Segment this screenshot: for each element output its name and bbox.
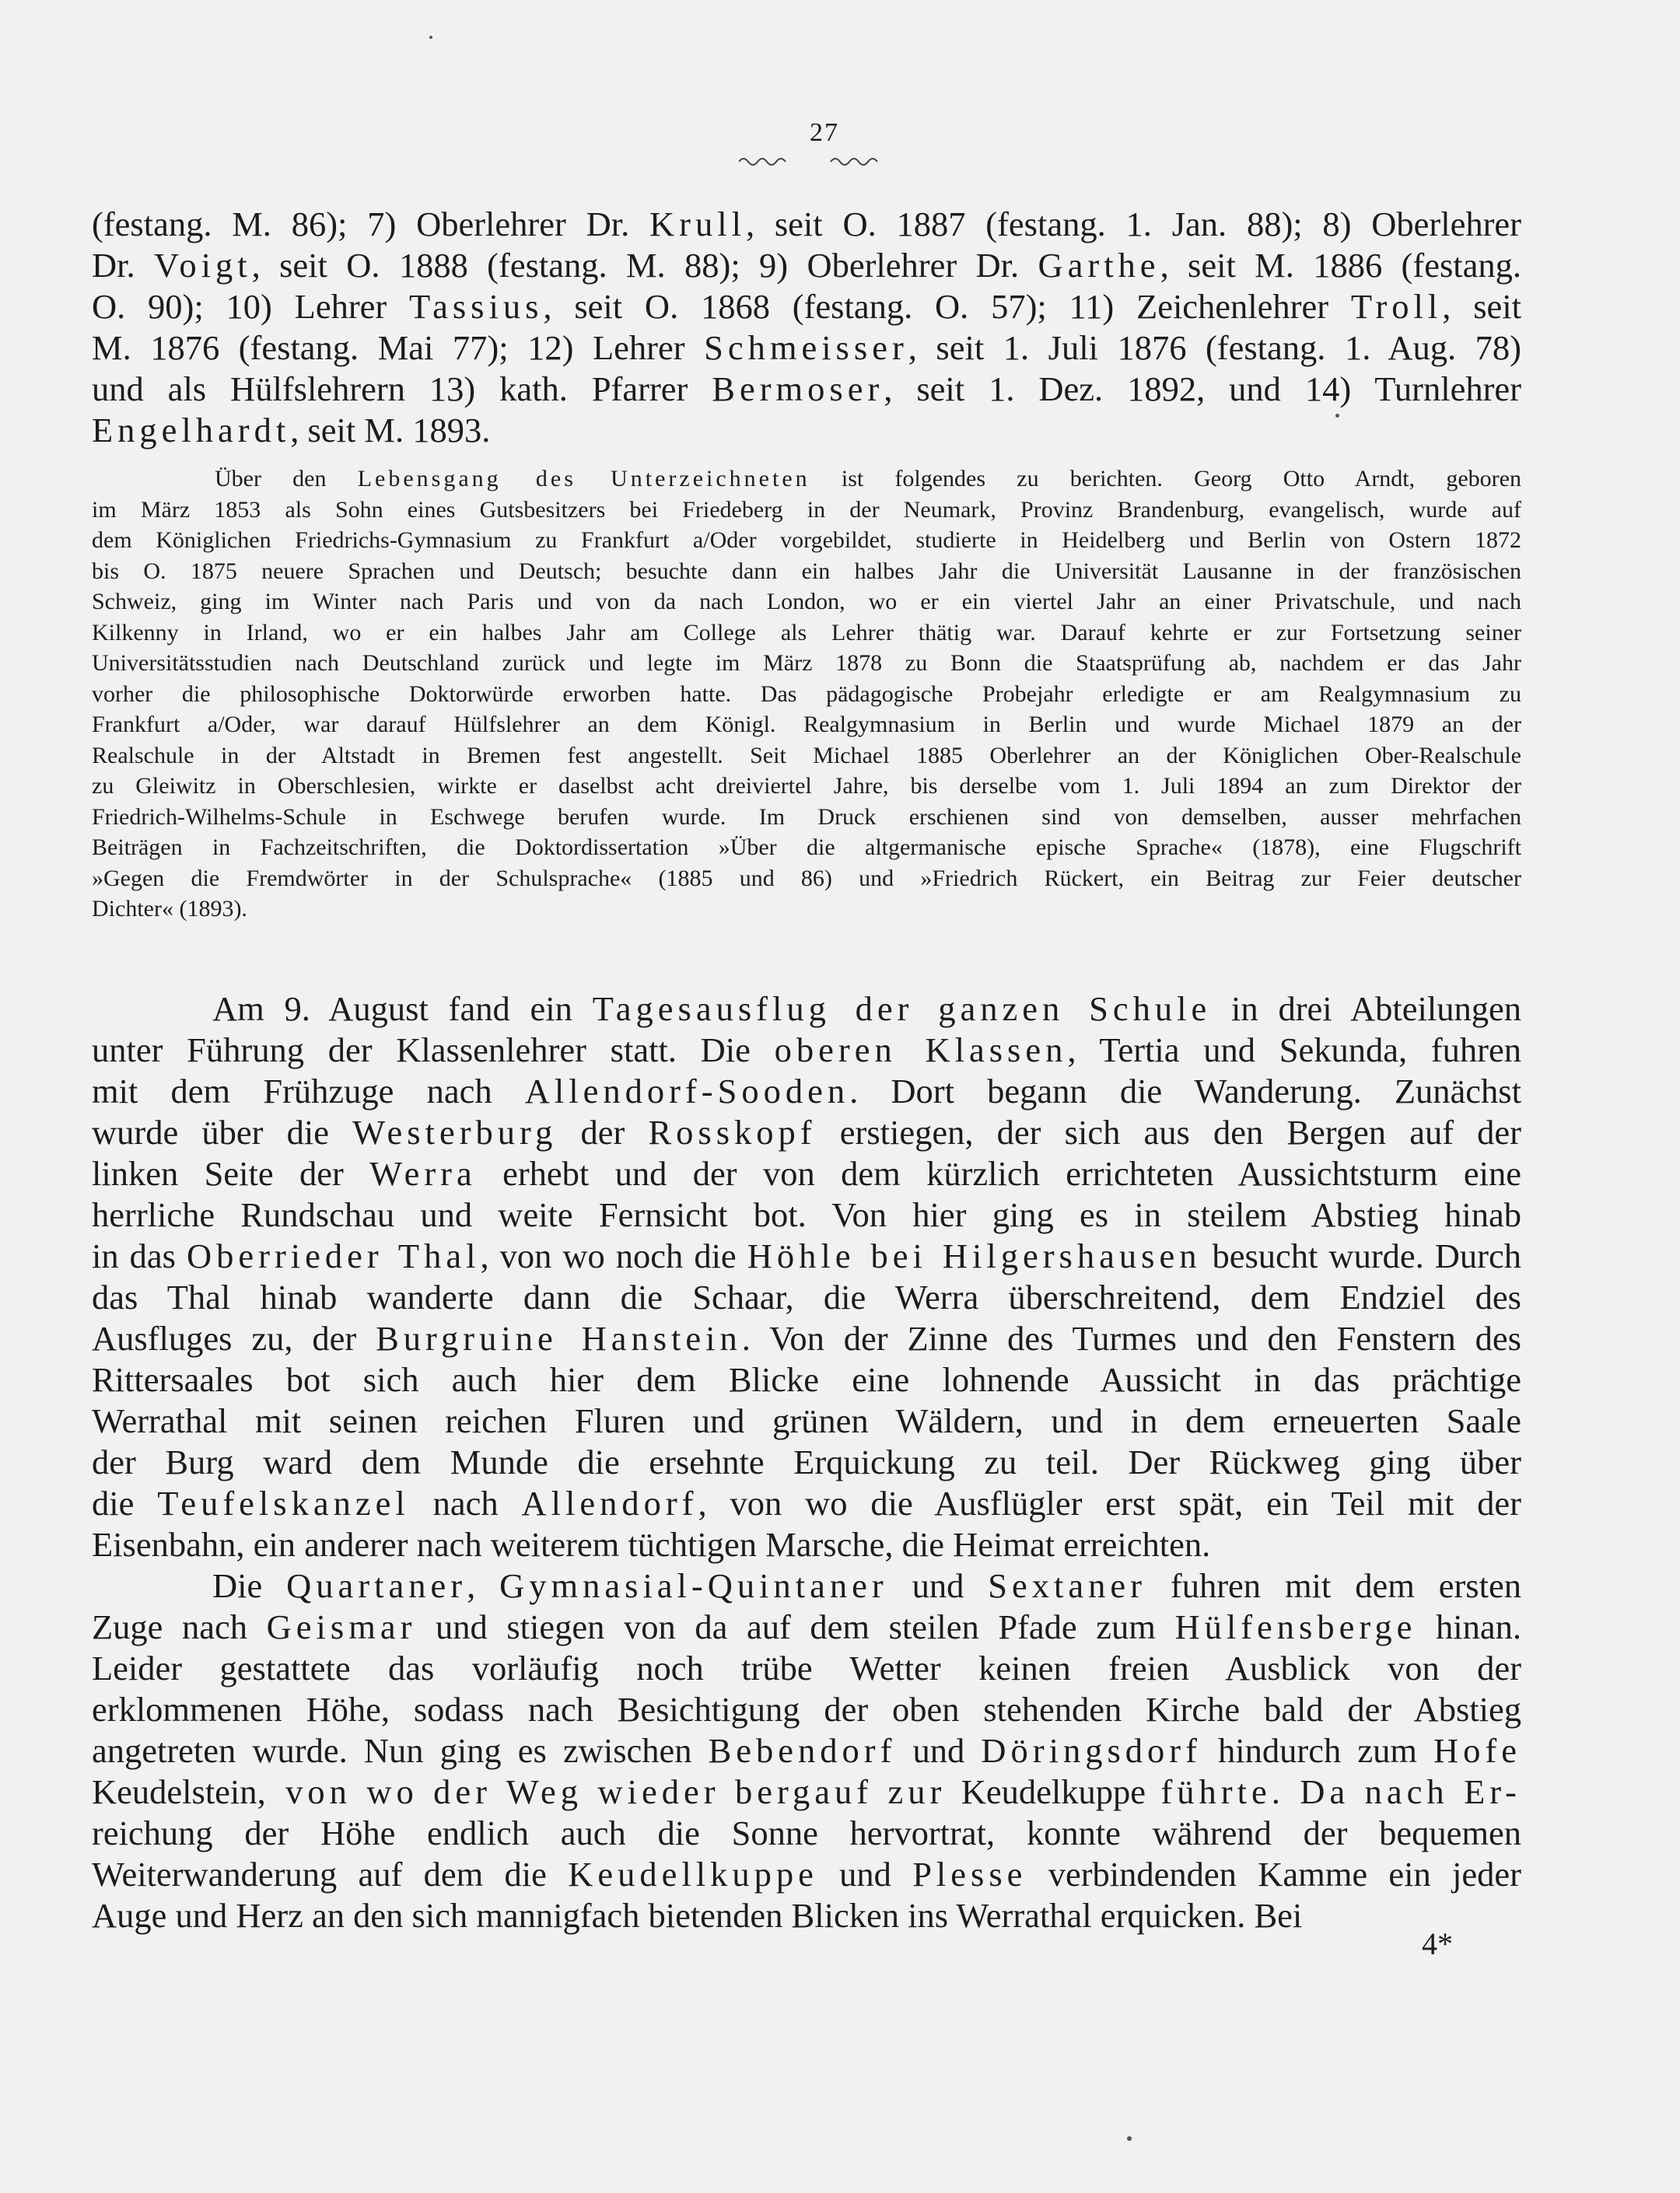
text-segment: , xyxy=(467,1566,500,1605)
text-segment: vorher die philosophische Doktorwürde erworben hatte. Das pädagogische Probejahr erledigte er am Realgymnasium zu xyxy=(92,680,1521,707)
text-segment: verbindenden Kamme ein jeder xyxy=(1027,1855,1521,1894)
biography-section xyxy=(92,463,1521,925)
text-line xyxy=(92,1153,1521,1194)
text-line xyxy=(92,586,1521,617)
emphasized-text: Döringsdorf xyxy=(981,1731,1202,1770)
emphasized-text: Allendorf-Sooden xyxy=(524,1072,850,1110)
text-segment: nach xyxy=(409,1484,522,1523)
text-line xyxy=(92,1813,1521,1854)
text-segment: und als Hülfslehrern 13) kath. Pfarrer xyxy=(92,369,712,408)
emphasized-text: Westerburg xyxy=(352,1113,558,1152)
text-segment: Leider gestattete das vorläufig noch trübe Wetter keinen freien Ausblick von der xyxy=(92,1649,1521,1688)
signature-mark: 4* xyxy=(1422,1926,1453,1961)
emphasized-text: Rosskopf xyxy=(648,1113,817,1152)
text-segment: und xyxy=(896,1731,982,1770)
emphasized-text: Tassius xyxy=(409,287,544,326)
text-segment: Friedrich-Wilhelms-Schule in Eschwege berufen wurde. Im Druck erschienen sind von demselben, ausser mehrfachen xyxy=(92,803,1521,830)
print-speck xyxy=(429,36,432,39)
text-segment: wurde über die xyxy=(92,1113,353,1152)
text-line xyxy=(92,1483,1521,1524)
emphasized-text: oberen Klassen xyxy=(774,1030,1068,1069)
text-segment: Zuge nach xyxy=(92,1607,267,1646)
text-segment: Die xyxy=(212,1566,287,1605)
emphasized-text: Teufelskanzel xyxy=(157,1484,410,1523)
text-segment: in drei Abteilungen xyxy=(1211,989,1521,1028)
paragraph-biography xyxy=(92,463,1521,925)
text-segment: dem Königlichen Friedrichs-Gymnasium zu Frankfurt a/Oder vorgebildet, studierte in Heidelberg und Berlin von Ostern 1872 xyxy=(92,527,1521,553)
text-segment: Beiträgen in Fachzeitschriften, die Doktordissertation »Über die altgermanische epische Sprache« (1878), eine Flugschrift xyxy=(92,834,1521,860)
emphasized-text: Bermoser xyxy=(712,369,884,408)
text-line xyxy=(92,679,1521,710)
text-segment: linken Seite der xyxy=(92,1154,370,1193)
text-segment: O. 90); 10) Lehrer xyxy=(92,287,410,326)
text-segment: . Dort begann die Wanderung. Zunächst xyxy=(849,1072,1521,1110)
paragraph-excursion-upper xyxy=(92,988,1521,1565)
text-line xyxy=(92,1318,1521,1359)
text-segment: Frankfurt a/Oder, war darauf Hülfslehrer an dem Königl. Realgymnasium in Berlin und wurde Michael 1879 an der xyxy=(92,712,1521,737)
text-segment: besucht wurde. Durch xyxy=(1201,1236,1521,1275)
text-line xyxy=(92,1030,1521,1071)
page-number: 27 xyxy=(810,118,839,147)
text-line xyxy=(92,1071,1521,1112)
emphasized-text: Voigt xyxy=(153,246,252,285)
emphasized-text: Sextaner xyxy=(988,1566,1146,1605)
text-line xyxy=(92,1565,1521,1607)
text-segment: erklommenen Höhe, sodass nach Besichtigung der oben stehenden Kirche bald der Abstieg xyxy=(92,1690,1521,1729)
text-segment: angetreten wurde. Nun ging es zwischen xyxy=(92,1731,709,1770)
text-line xyxy=(92,832,1521,863)
text-segment: , von wo die Ausflügler erst spät, ein Teil mit der xyxy=(698,1484,1521,1523)
emphasized-text: führte. Da nach Er- xyxy=(1146,1772,1521,1811)
text-line xyxy=(92,204,1521,245)
text-line xyxy=(92,410,1521,451)
text-segment: Kilkenny in Irland, wo er ein halbes Jahr am College als Lehrer thätig war. Darauf kehrte er zur Fortsetzung seiner xyxy=(92,619,1521,645)
staff-list-paragraph xyxy=(92,204,1521,451)
text-segment: und xyxy=(817,1855,913,1894)
text-segment: hindurch zum xyxy=(1201,1731,1434,1770)
text-line xyxy=(92,802,1521,833)
text-segment: herrliche Rundschau und weite Fernsicht bot. Von hier ging es in steilem Abstieg hinab xyxy=(92,1195,1521,1234)
text-segment: im März 1853 als Sohn eines Gutsbesitzers bei Friedeberg in der Neumark, Provinz Brandenburg, evangelisch, wurde auf xyxy=(92,496,1521,523)
text-segment: Eisenbahn, ein anderer nach weiterem tüchtigen Marsche, die Heimat erreichten. xyxy=(92,1525,1211,1564)
text-segment: Schweiz, ging im Winter nach Paris und von da nach London, wo er ein viertel Jahr an einer Privatschule, und nach xyxy=(92,589,1521,614)
text-line xyxy=(92,709,1521,740)
text-segment: hinan. xyxy=(1416,1607,1521,1646)
text-line xyxy=(92,1895,1521,1936)
text-segment: , seit O. 1888 (festang. M. 88); 9) Oberlehrer Dr. xyxy=(251,246,1038,285)
text-line xyxy=(92,1854,1521,1895)
text-segment: erhebt und der von dem kürzlich errichteten Aussichtsturm eine xyxy=(476,1154,1521,1193)
text-segment: , seit xyxy=(1442,287,1521,326)
text-segment: und xyxy=(887,1566,989,1605)
emphasized-text: Hofe xyxy=(1433,1731,1521,1770)
text-segment: der xyxy=(557,1113,649,1152)
text-segment: . Von der Zinne des Turmes und den Fenstern des xyxy=(741,1319,1521,1358)
text-line xyxy=(92,495,1521,526)
text-segment: Weiterwanderung auf dem die xyxy=(92,1855,569,1894)
text-segment: »Gegen die Fremdwörter in der Schulsprache« (1885 und 86) und »Friedrich Rückert, ein Beitrag zur Feier deutscher xyxy=(92,865,1521,891)
emphasized-text: Oberrieder Thal xyxy=(186,1236,481,1275)
text-line xyxy=(92,525,1521,556)
text-segment: zu Gleiwitz in Oberschlesien, wirkte er daselbst acht dreiviertel Jahre, bis derselbe vom 1. Juli 1894 an zum Direktor der xyxy=(92,773,1521,799)
text-segment: Auge und Herz an den sich mannigfach bietenden Blicken ins Werrathal erquicken. Bei xyxy=(92,1896,1303,1935)
text-segment: , seit 1. Juli 1876 (festang. 1. Aug. 78) xyxy=(908,328,1521,367)
text-segment: fuhren mit dem ersten xyxy=(1146,1566,1521,1605)
excursion-section xyxy=(92,988,1521,1936)
emphasized-text: Bebendorf xyxy=(708,1731,897,1770)
text-segment: (festang. M. 86); 7) Oberlehrer Dr. xyxy=(92,205,649,243)
text-line xyxy=(92,988,1521,1030)
emphasized-text: Keudellkuppe xyxy=(568,1855,818,1894)
emphasized-text: Tagesausflug der ganzen Schule xyxy=(592,989,1212,1028)
text-segment: Dr. xyxy=(92,246,154,285)
text-segment: Rittersaales bot sich auch hier dem Blicke eine lohnende Aussicht in das prächtige xyxy=(92,1360,1521,1399)
text-line xyxy=(92,1112,1521,1153)
emphasized-text: Troll xyxy=(1350,287,1443,326)
text-line xyxy=(92,1401,1521,1442)
text-segment: , seit M. 1886 (festang. xyxy=(1160,246,1522,285)
text-segment: , seit M. 1893. xyxy=(290,411,491,449)
text-segment: Über den xyxy=(215,466,358,491)
text-line xyxy=(92,771,1521,802)
text-segment: Werrathal mit seinen reichen Fluren und grünen Wäldern, und in dem erneuerten Saale xyxy=(92,1401,1521,1440)
text-segment: Universitätsstudien nach Deutschland zurück und legte im März 1878 zu Bonn die Staatsprüfung ab, nachdem er das Jahr xyxy=(92,650,1521,676)
text-segment: Am 9. August fand ein xyxy=(212,989,593,1028)
text-line xyxy=(92,245,1521,286)
emphasized-text: , von wo der Weg wieder bergauf zur xyxy=(257,1772,961,1811)
emphasized-text: Werra xyxy=(369,1154,477,1193)
text-line xyxy=(92,463,1521,495)
emphasized-text: Geismar xyxy=(266,1607,417,1646)
text-segment: Dichter« (1893). xyxy=(92,896,247,922)
text-line xyxy=(92,1236,1521,1277)
text-segment: und stiegen von da auf dem steilen Pfade zum xyxy=(416,1607,1175,1646)
text-segment: ist folgendes zu berichten. Georg Otto Arndt, geboren xyxy=(810,466,1521,491)
text-segment: der Burg ward dem Munde die ersehnte Erquickung zu teil. Der Rückweg ging über xyxy=(92,1443,1521,1481)
emphasized-text: Garthe xyxy=(1038,246,1160,285)
text-segment: unter Führung der Klassenlehrer statt. Die xyxy=(92,1030,775,1069)
text-line xyxy=(92,327,1521,369)
text-segment: reichung der Höhe endlich auch die Sonne hervortrat, konnte während der bequemen xyxy=(92,1814,1521,1852)
text-line xyxy=(92,1442,1521,1483)
text-line xyxy=(92,1277,1521,1318)
text-segment: mit dem Frühzuge nach xyxy=(92,1072,525,1110)
text-segment: , von wo noch die xyxy=(480,1236,747,1275)
text-segment: Ausfluges zu, der xyxy=(92,1319,376,1358)
text-line xyxy=(92,617,1521,649)
text-segment: die xyxy=(92,1484,158,1523)
text-segment: Realschule in der Altstadt in Bremen fest angestellt. Seit Michael 1885 Oberlehrer an der Königlichen Ober-Realschule xyxy=(92,742,1521,768)
text-line xyxy=(92,1607,1521,1648)
text-line xyxy=(92,1689,1521,1730)
emphasized-text: Krull xyxy=(649,205,746,243)
text-line xyxy=(92,1194,1521,1236)
text-segment: , seit O. 1887 (festang. 1. Jan. 88); 8) Oberlehrer xyxy=(745,205,1521,243)
text-line xyxy=(92,1730,1521,1772)
text-line xyxy=(92,863,1521,894)
text-line xyxy=(92,556,1521,587)
page-header xyxy=(0,118,1680,148)
text-segment: , seit O. 1868 (festang. O. 57); 11) Zeichenlehrer xyxy=(543,287,1351,326)
text-line xyxy=(92,740,1521,771)
emphasized-text: Plesse xyxy=(912,1855,1027,1894)
text-segment: in das xyxy=(92,1236,187,1275)
emphasized-text: Allendorf xyxy=(521,1484,698,1523)
text-segment: erstiegen, der sich aus den Bergen auf der xyxy=(816,1113,1521,1152)
emphasized-text: Quartaner xyxy=(286,1566,467,1605)
emphasized-text: Gymnasial-Quintaner xyxy=(499,1566,888,1605)
text-line xyxy=(92,1772,1521,1813)
text-segment: , seit 1. Dez. 1892, und 14) Turnlehrer xyxy=(884,369,1521,408)
text-line xyxy=(92,286,1521,327)
text-segment: bis O. 1875 neuere Sprachen und Deutsch; besuchte dann ein halbes Jahr die Universität Lausanne in der französischen xyxy=(92,558,1521,584)
emphasized-text: Hülfensberge xyxy=(1174,1607,1417,1646)
print-speck xyxy=(1127,2136,1132,2141)
print-speck xyxy=(1335,414,1339,418)
text-segment: M. 1876 (festang. Mai 77); 12) Lehrer xyxy=(92,328,705,367)
text-line xyxy=(92,369,1521,410)
emphasized-text: Lebensgang des Unterzeichneten xyxy=(357,466,810,491)
text-line xyxy=(92,894,1521,925)
text-segment: Keudelstein xyxy=(92,1772,257,1811)
text-line xyxy=(92,1359,1521,1401)
text-segment: das Thal hinab wanderte dann die Schaar, die Werra überschreitend, dem Endziel des xyxy=(92,1278,1521,1317)
header-ornament xyxy=(739,154,887,166)
emphasized-text: Engelhardt xyxy=(92,411,291,449)
text-segment: , Tertia und Sekunda, fuhren xyxy=(1067,1030,1522,1069)
text-line xyxy=(92,648,1521,679)
text-line xyxy=(92,1648,1521,1689)
text-segment: Keudelkuppe xyxy=(961,1772,1146,1811)
emphasized-text: Höhle bei Hilgershausen xyxy=(747,1236,1202,1275)
text-line xyxy=(92,1524,1521,1565)
paragraph-staff xyxy=(92,204,1521,451)
emphasized-text: Burgruine Hanstein xyxy=(376,1319,742,1358)
paragraph-excursion-lower xyxy=(92,1565,1521,1936)
emphasized-text: Schmeisser xyxy=(704,328,908,367)
